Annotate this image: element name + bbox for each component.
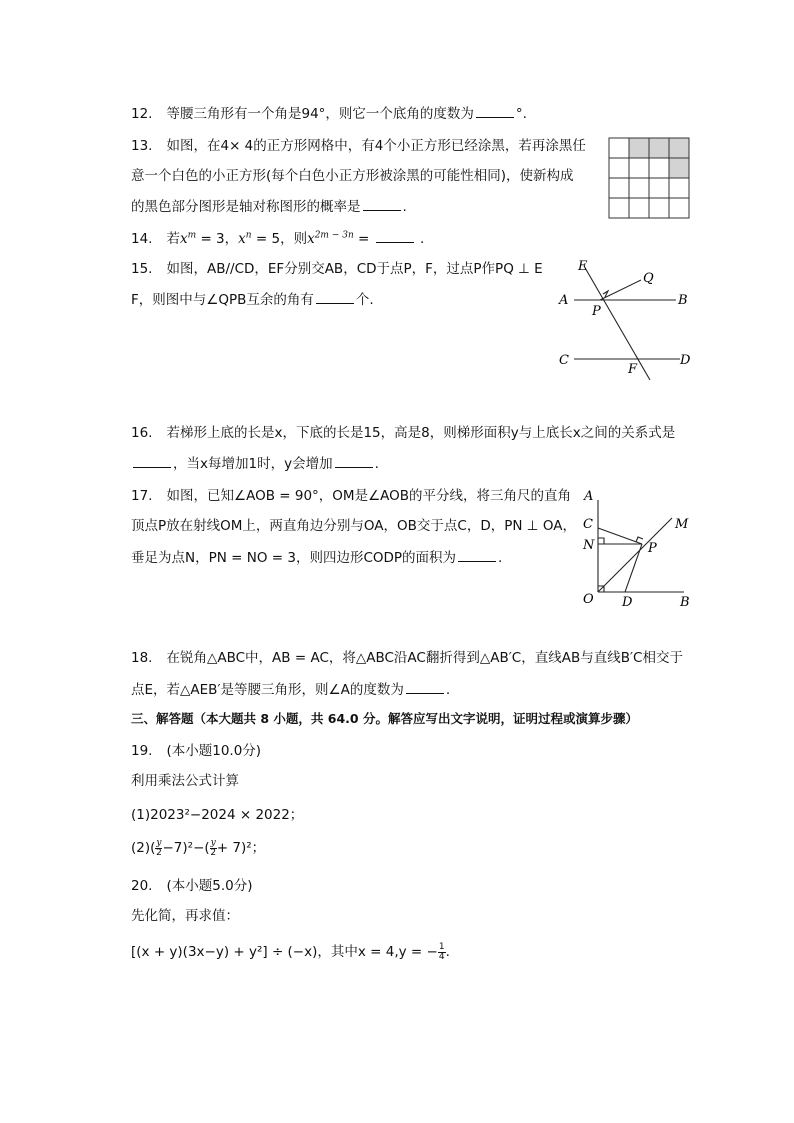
q19-p2-b: −7)²−( xyxy=(162,840,210,856)
q14-exp-expr: 2m − 3n xyxy=(314,230,354,241)
q12-answer-blank[interactable] xyxy=(476,103,514,118)
q18-text-2b: . xyxy=(445,682,451,698)
label-a: A xyxy=(559,293,569,308)
q15-line1 xyxy=(131,259,543,279)
label-c: C xyxy=(559,353,569,368)
q13-text-3: 的黑色部分图形是轴对称图形的概率是 xyxy=(131,199,361,215)
frac-denominator: 2 xyxy=(156,847,162,858)
right-angle-p xyxy=(636,537,643,542)
q13-line3 xyxy=(131,196,407,217)
label-m: M xyxy=(675,517,689,532)
q14-var-x2: x xyxy=(238,231,246,247)
label-d: D xyxy=(680,353,691,368)
q17-line1 xyxy=(131,486,571,506)
label-b: B xyxy=(680,595,690,610)
label-p: P xyxy=(648,541,657,556)
label-a: A xyxy=(584,489,594,504)
q14-eq3: = 3， xyxy=(200,231,239,247)
q16-answer-blank-2[interactable] xyxy=(335,453,373,468)
grid-cell-filled xyxy=(629,138,649,158)
q15-number: 15. xyxy=(131,261,153,277)
q15-text-2b: 个. xyxy=(355,292,374,308)
q19-part1: (1)2023²−2024 × 2022； xyxy=(131,807,304,823)
line-ef xyxy=(584,266,650,380)
q19-header xyxy=(131,741,261,761)
frac-denominator: 4 xyxy=(438,951,445,962)
label-o: O xyxy=(583,592,594,607)
q20-title: 先化简，再求值： xyxy=(131,908,239,924)
line-pq xyxy=(600,280,641,300)
q18-number: 18. xyxy=(131,650,153,666)
label-f: F xyxy=(628,362,638,377)
q20-header xyxy=(131,876,253,896)
grid-cell-filled xyxy=(649,138,669,158)
q16-line2 xyxy=(131,453,379,474)
segment-pd xyxy=(625,544,642,592)
grid-cell-filled xyxy=(669,138,689,158)
frac-numerator: 1 xyxy=(438,941,445,952)
label-n: N xyxy=(583,538,595,553)
q14-line xyxy=(131,228,424,249)
q17-text-3b: . xyxy=(498,550,503,566)
q18-line1 xyxy=(131,648,683,668)
q12-line xyxy=(131,103,527,124)
q14-exp-n: n xyxy=(245,230,252,241)
q15-text-2: F，则图中与∠QPB互余的角有 xyxy=(131,292,314,308)
q14-var-x3: x xyxy=(307,231,315,247)
label-q: Q xyxy=(643,271,654,286)
q18-line2 xyxy=(131,679,450,700)
q14-exp-m: m xyxy=(187,230,197,241)
q17-text-1: 如图，已知∠AOB = 90°，OM是∠AOB的平分线，将三角尺的直角 xyxy=(166,488,572,504)
segment-pc xyxy=(598,528,642,544)
q12-number: 12. xyxy=(131,106,153,122)
q16-text-2: ，当x每增加1时，y会增加 xyxy=(173,456,333,472)
q20-number: 20. xyxy=(131,878,153,894)
q13-line1 xyxy=(131,136,586,156)
q20-frac xyxy=(438,943,446,962)
frac-denominator: 2 xyxy=(210,847,217,858)
q17-line2: 顶点P放在射线OM上，两直角边分别与OA，OB交于点C，D，PN ⊥ OA， xyxy=(131,518,576,534)
label-e: E xyxy=(578,259,588,274)
q13-end: . xyxy=(402,199,407,215)
frac-numerator: y xyxy=(156,837,162,848)
q14-var-x: x xyxy=(179,231,188,247)
q17-geometry-figure xyxy=(580,486,700,616)
ray-om xyxy=(598,518,672,592)
label-p: P xyxy=(592,304,601,319)
q14-eq: = xyxy=(358,231,370,247)
q14-number: 14. xyxy=(131,231,153,247)
q16-line1 xyxy=(131,423,675,443)
q18-text-1: 在锐角△ABC中，AB = AC，将△ABC沿AC翻折得到△AB′C，直线AB与直线B′C相交于 xyxy=(166,650,683,666)
q15-line2 xyxy=(131,289,374,310)
q20-expr: [(x + y)(3x−y) + y²] ÷ (−x)，其中x = 4,y = − xyxy=(131,944,438,960)
q13-answer-blank[interactable] xyxy=(363,196,401,211)
q17-line3 xyxy=(131,547,502,568)
q18-answer-blank[interactable] xyxy=(406,679,444,694)
q16-text-1: 若梯形上底的长是x，下底的长是15，高是8，则梯形面积y与上底长x之间的关系式是 xyxy=(166,425,676,441)
q16-text-2b: . xyxy=(374,456,379,472)
q13-grid-figure xyxy=(609,138,689,218)
q16-answer-blank-1[interactable] xyxy=(133,453,171,468)
q14-answer-blank[interactable] xyxy=(376,228,414,243)
grid-cell-filled xyxy=(669,158,689,178)
q13-text-1: 如图，在4× 4的正方形网格中，有4个小正方形已经涂黑，若再涂黑任 xyxy=(166,138,586,154)
q12-text-end: °. xyxy=(515,106,527,122)
label-c: C xyxy=(583,517,593,532)
q17-text-3: 垂足为点N，PN = NO = 3，则四边形CODP的面积为 xyxy=(131,550,457,566)
q19-p2-a: (2)( xyxy=(131,840,156,856)
q19-number: 19. xyxy=(131,743,153,759)
q16-number: 16. xyxy=(131,425,153,441)
q15-text-1: 如图，AB//CD，EF分别交AB，CD于点P，F，过点P作PQ ⊥ E xyxy=(166,261,543,277)
q20-end: . xyxy=(445,944,450,960)
q13-line2: 意一个白色的小正方形(每个白色小正方形被涂黑的可能性相同)，使新构成 xyxy=(131,168,574,184)
q19-p2-c: + 7)²； xyxy=(216,840,266,856)
q18-text-2: 点E，若△AEB′是等腰三角形，则∠A的度数为 xyxy=(131,682,404,698)
q14-eq5: = 5，则 xyxy=(255,231,308,247)
q15-answer-blank[interactable] xyxy=(316,289,354,304)
q19-score: (本小题10.0分) xyxy=(166,743,262,759)
q14-pre: 若 xyxy=(166,231,180,247)
q19-part2 xyxy=(131,838,265,858)
q17-answer-blank[interactable] xyxy=(458,547,496,562)
q13-number: 13. xyxy=(131,138,153,154)
label-b: B xyxy=(678,293,688,308)
q15-geometry-figure xyxy=(556,256,696,386)
right-angle-n xyxy=(598,538,604,544)
q20-expression xyxy=(131,942,450,962)
q20-score: (本小题5.0分) xyxy=(166,878,253,894)
q14-end: . xyxy=(419,231,425,247)
frac-numerator: y xyxy=(210,837,216,848)
section-3-heading: 三、解答题（本大题共 8 小题，共 64.0 分。解答应写出文字说明，证明过程或演算步骤） xyxy=(131,711,638,726)
label-d: D xyxy=(622,595,633,610)
q12-text: 等腰三角形有一个角是94°，则它一个底角的度数为 xyxy=(166,106,474,122)
q19-frac-2 xyxy=(210,839,217,858)
q17-number: 17. xyxy=(131,488,153,504)
q19-title: 利用乘法公式计算 xyxy=(131,773,239,789)
